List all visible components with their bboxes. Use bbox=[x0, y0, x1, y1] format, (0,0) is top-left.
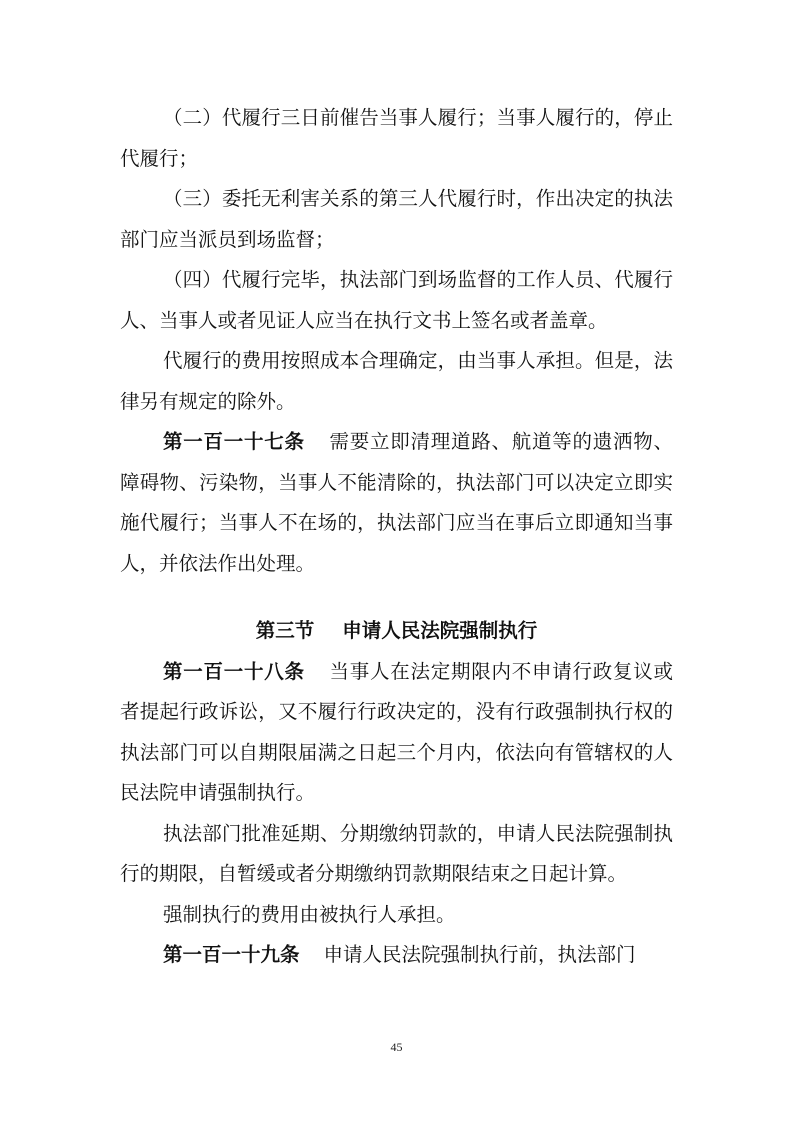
section-heading bbox=[120, 611, 673, 652]
article-117 bbox=[120, 422, 673, 584]
paragraph-item-4: （四）代履行完毕，执法部门到场监督的工作人员、代履行人、当事人或者见证人应当在执行文书上签名或者盖章。 bbox=[120, 268, 673, 332]
section-number: 第三节 bbox=[255, 619, 315, 642]
section-title: 申请人民法院强制执行 bbox=[342, 619, 538, 642]
article-text: 当事人在法定期限内不申请行政复议或者提起行政诉讼，又不履行行政决定的，没有行政强制执行权的执法部门可以自期限届满之日起三个月内，依法向有管辖权的人民法院申请强制执行。 bbox=[120, 659, 673, 804]
article-number: 第一百一十七条 bbox=[163, 430, 305, 453]
paragraph-cost: 代履行的费用按照成本合理确定，由当事人承担。但是，法律另有规定的除外。 bbox=[120, 349, 673, 413]
article-text: 需要立即清理道路、航道等的遗洒物、障碍物、污染物，当事人不能清除的，执法部门可以决定立即实施代履行；当事人不在场的，执法部门应当在事后立即通知当事人，并依法作出处理。 bbox=[120, 430, 673, 575]
paragraph-enforcement-cost: 强制执行的费用由被执行人承担。 bbox=[163, 902, 456, 926]
article-text: 申请人民法院强制执行前，执法部门 bbox=[323, 943, 636, 966]
paragraph-extension: 执法部门批准延期、分期缴纳罚款的，申请人民法院强制执行的期限，自暂缓或者分期缴纳罚款期限结束之日起计算。 bbox=[120, 821, 673, 885]
document-body bbox=[120, 98, 673, 976]
article-119 bbox=[120, 935, 673, 976]
page-number: 45 bbox=[390, 1040, 403, 1054]
article-118 bbox=[120, 652, 673, 814]
article-number: 第一百一十八条 bbox=[163, 659, 305, 683]
paragraph-item-3: （三）委托无利害关系的第三人代履行时，作出决定的执法部门应当派员到场监督； bbox=[120, 187, 673, 251]
article-number: 第一百一十九条 bbox=[163, 943, 300, 966]
paragraph-item-2: （二）代履行三日前催告当事人履行；当事人履行的，停止代履行； bbox=[120, 106, 673, 170]
